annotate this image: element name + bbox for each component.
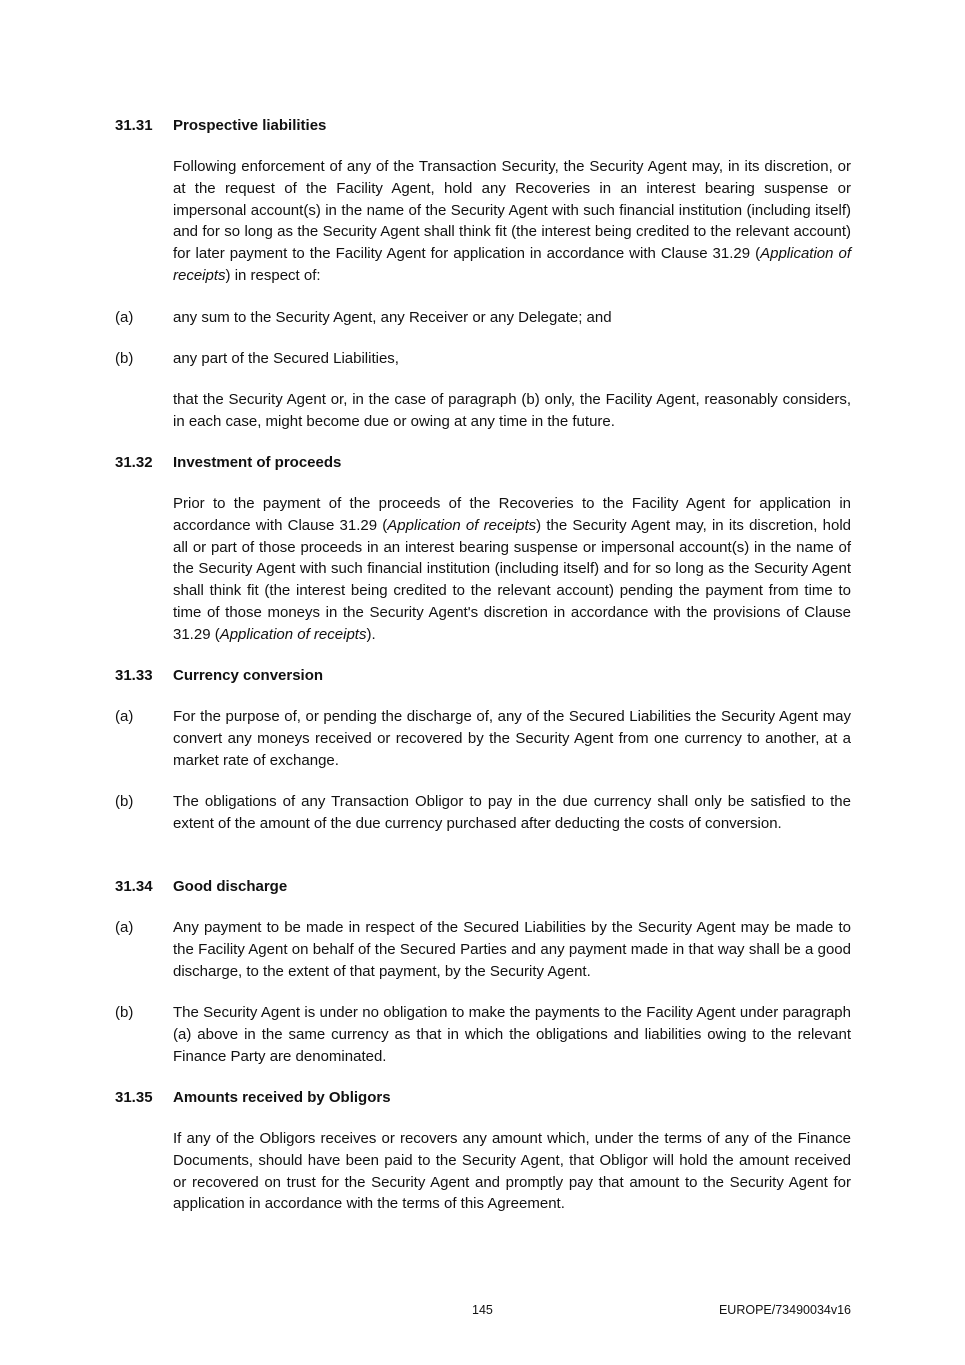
section-31-35-text: If any of the Obligors receives or recovers any amount which, under the terms of any of the Finance Documents, should have been paid to the Security Agent, that Obligor will hold the amount received or recovered on trust for the Security Agent and promptly pay that amount to the Security Agent for application in accordance with the terms of this Agreement. xyxy=(173,1130,851,1213)
section-31-31-closing: that the Security Agent or, in the case of paragraph (b) only, the Facility Agent, reasonably considers, in each case, might become due or owing at any time in the future. xyxy=(173,391,851,430)
section-heading-31-33 xyxy=(115,665,323,687)
item-text: The obligations of any Transaction Obligor to pay in the due currency shall only be satisfied to the extent of the amount of the due currency purchased after deducting the costs of conversion. xyxy=(173,793,851,832)
item-text: For the purpose of, or pending the discharge of, any of the Secured Liabilities the Security Agent may convert any moneys received or recovered by the Security Agent from one currency to another, at a market rate of exchange. xyxy=(173,708,851,769)
section-heading-31-34 xyxy=(115,876,287,898)
section-heading-31-31 xyxy=(115,115,326,137)
section-heading-31-32 xyxy=(115,452,341,474)
section-number: 31.31 xyxy=(115,117,153,134)
item-text: The Security Agent is under no obligation to make the payments to the Facility Agent under paragraph (a) above in the same currency as that in which the obligations and liabilities owing to the relevant Finance Party are denominated. xyxy=(173,1004,851,1065)
section-title: Currency conversion xyxy=(173,667,324,684)
item-label: (b) xyxy=(115,793,134,810)
page-number: 145 xyxy=(472,1303,493,1317)
item-text: Any payment to be made in respect of the Secured Liabilities by the Security Agent may be made to the Facility Agent on behalf of the Secured Parties and any payment made in that way shall be a good discharge, to the extent of that payment, by the Security Agent. xyxy=(173,919,851,980)
section-title: Amounts received by Obligors xyxy=(173,1089,391,1106)
section-number: 31.34 xyxy=(115,878,153,895)
item-text: any sum to the Security Agent, any Receiver or any Delegate; and xyxy=(173,309,612,326)
section-heading-31-35 xyxy=(115,1087,391,1109)
section-title: Investment of proceeds xyxy=(173,454,342,471)
item-label: (a) xyxy=(115,309,134,326)
item-label: (a) xyxy=(115,919,134,936)
section-number: 31.33 xyxy=(115,667,153,684)
document-reference: EUROPE/73490034v16 xyxy=(718,1303,851,1317)
section-31-31-intro: Following enforcement of any of the Transaction Security, the Security Agent may, in its discretion, or at the request of the Facility Agent, hold any Recoveries in an interest bearing suspense or impersonal account(s) in the name of the Security Agent with such financial institution (including itself) and for so long as the Security Agent shall think fit (the interest being credited to the relevant account) for later payment to the Facility Agent for application in accordance with Clause 31.29 (Application of receipts) in respect of: xyxy=(173,158,851,284)
item-label: (b) xyxy=(115,1004,134,1021)
section-31-32-text: Prior to the payment of the proceeds of the Recoveries to the Facility Agent for application in accordance with Clause 31.29 (Application of receipts) the Security Agent may, in its discretion, hold all or part of those proceeds in an interest bearing suspense or impersonal account(s) in the name of the Security Agent with such financial institution (including itself) and for so long as the Security Agent shall think fit (the interest being credited to the relevant account) pending the payment from time to time of those moneys in the Security Agent's discretion in accordance with the provisions of Clause 31.29 (Application of receipts). xyxy=(173,495,852,643)
item-text: any part of the Secured Liabilities, xyxy=(173,350,399,367)
section-title: Good discharge xyxy=(173,878,288,895)
section-number: 31.35 xyxy=(115,1089,153,1106)
item-label: (b) xyxy=(115,350,134,367)
section-number: 31.32 xyxy=(115,454,153,471)
item-label: (a) xyxy=(115,708,134,725)
section-title: Prospective liabilities xyxy=(173,117,327,134)
